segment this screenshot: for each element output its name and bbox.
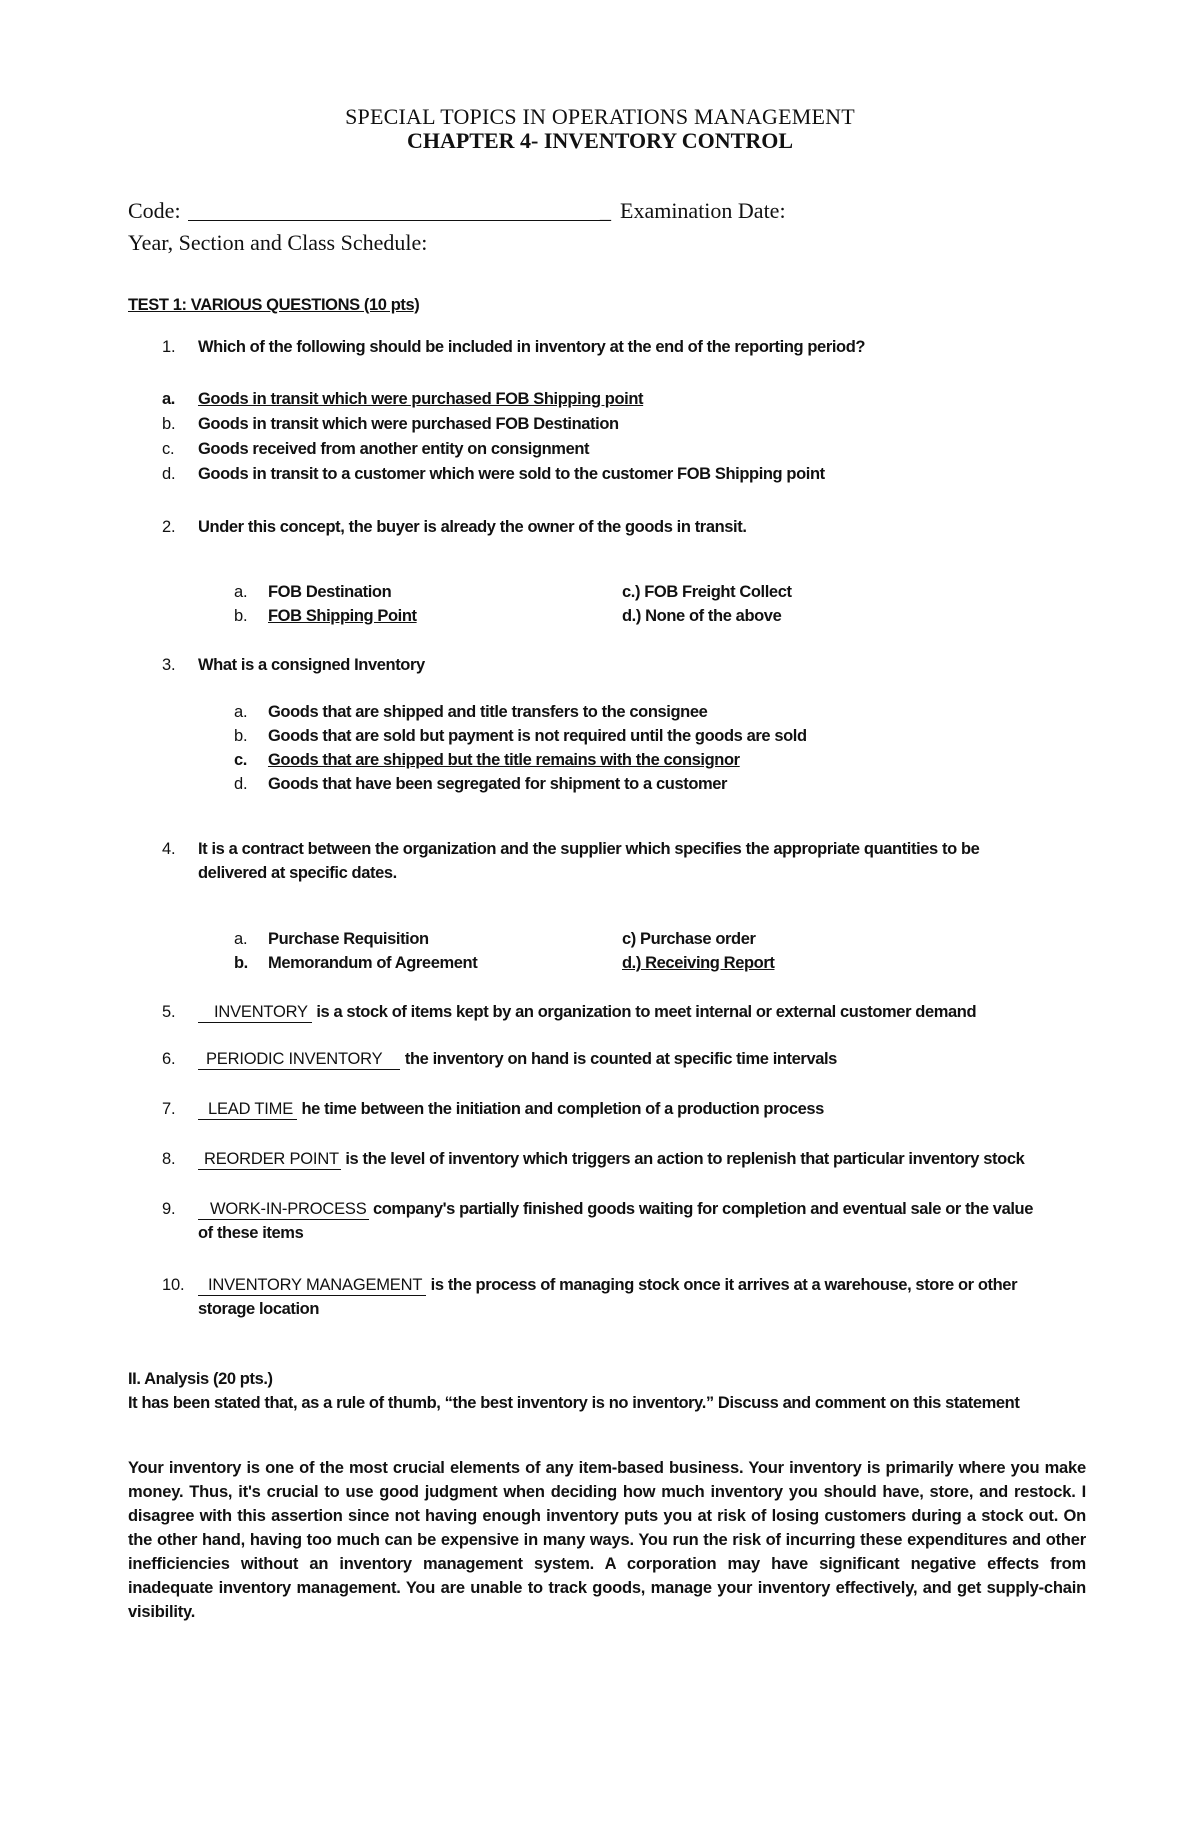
option-letter: c. <box>234 751 247 769</box>
question-text-continued: delivered at specific dates. <box>198 864 397 882</box>
option-text: Goods in transit which were purchased FOB Destination <box>198 415 619 433</box>
question-number: 2. <box>162 518 176 536</box>
option-text: Goods received from another entity on consignment <box>198 440 590 458</box>
fill-in-item <box>198 1100 824 1120</box>
option-letter: b. <box>234 727 248 745</box>
question-text: Which of the following should be included in inventory at the end of the reporting period? <box>198 338 866 356</box>
option-letter: a. <box>234 930 248 948</box>
option-letter: b. <box>162 415 176 433</box>
code-label: Code: <box>128 198 181 223</box>
analysis-heading: II. Analysis (20 pts.) <box>128 1370 273 1388</box>
item-number: 9. <box>162 1200 176 1218</box>
fill-in-answer: REORDER POINT <box>198 1150 341 1170</box>
option-text: Memorandum of Agreement <box>268 954 478 972</box>
fill-in-answer: INVENTORY MANAGEMENT <box>198 1276 426 1296</box>
option-text: Purchase Requisition <box>268 930 429 948</box>
chapter-title: CHAPTER 4- INVENTORY CONTROL <box>406 128 794 153</box>
fill-in-text: is a stock of items kept by an organization to meet internal or external customer demand <box>316 1003 977 1021</box>
option-letter: a. <box>234 583 248 601</box>
fill-in-text: company's partially finished goods waiting for completion and eventual sale or the value <box>372 1200 1034 1218</box>
option-letter: c. <box>162 440 175 458</box>
fill-in-item <box>198 1003 976 1023</box>
option-text-selected: Goods in transit which were purchased FOB Shipping point <box>198 390 644 408</box>
fill-in-answer: WORK-IN-PROCESS <box>198 1200 369 1220</box>
option-text-selected: d.) Receiving Report <box>622 954 775 972</box>
code-blank-line <box>188 220 602 221</box>
option-letter: b. <box>234 607 248 625</box>
option-letter: d. <box>234 775 248 793</box>
analysis-answer-paragraph: Your inventory is one of the most crucial elements of any item-based business. Your inventory is primarily where you make money. Thus, it's crucial to use good judgment when deciding how much inventory you should have, store, and restock. I disagree with this assertion since not having enough inventory puts you at risk of losing customers during a stock out. On the other hand, having too much can be expensive in many ways. You run the risk of incurring these expenditures and other inefficiencies without an inventory management system. A corporation may have significant negative effects from inadequate inventory management. You are unable to track goods, manage your inventory effectively, and get supply-chain visibility. <box>128 1459 1086 1621</box>
option-text-selected: Goods that are shipped but the title remains with the consignor <box>268 751 740 769</box>
option-text: d.) None of the above <box>622 607 782 625</box>
option-text: FOB Destination <box>268 583 392 601</box>
examination-date-label: Examination Date: <box>620 198 786 223</box>
fill-in-text-continued: storage location <box>198 1300 320 1318</box>
analysis-prompt: It has been stated that, as a rule of thumb, “the best inventory is no inventory.” Discuss and comment on this statement <box>128 1394 1020 1412</box>
option-letter: b. <box>234 954 248 972</box>
fill-in-item <box>198 1200 1033 1220</box>
fill-in-text: is the process of managing stock once it arrives at a warehouse, store or other <box>430 1276 1018 1294</box>
option-text: c.) FOB Freight Collect <box>622 583 792 601</box>
option-text: Goods that are sold but payment is not required until the goods are sold <box>268 727 807 745</box>
fill-in-text-continued: of these items <box>198 1224 304 1242</box>
item-number: 10. <box>162 1276 185 1294</box>
option-text: c) Purchase order <box>622 930 756 948</box>
option-text: Goods in transit to a customer which were sold to the customer FOB Shipping point <box>198 465 825 483</box>
code-trailing-underscore: _ <box>600 198 611 223</box>
item-number: 7. <box>162 1100 176 1118</box>
fill-in-answer: LEAD TIME <box>198 1100 297 1120</box>
question-text: Under this concept, the buyer is already the owner of the goods in transit. <box>198 518 747 536</box>
fill-in-item <box>198 1050 837 1070</box>
option-text: Goods that have been segregated for shipment to a customer <box>268 775 728 793</box>
option-text-selected: FOB Shipping Point <box>268 607 417 625</box>
option-letter: d. <box>162 465 176 483</box>
fill-in-text: the inventory on hand is counted at specific time intervals <box>404 1050 837 1068</box>
year-section-schedule-label: Year, Section and Class Schedule: <box>128 230 428 255</box>
question-number: 4. <box>162 840 176 858</box>
question-number: 1. <box>162 338 176 356</box>
fill-in-item <box>198 1150 1024 1170</box>
question-text: What is a consigned Inventory <box>198 656 425 674</box>
option-letter: a. <box>234 703 248 721</box>
fill-in-text: is the level of inventory which triggers an action to replenish that particular inventory stock <box>345 1150 1025 1168</box>
fill-in-answer: PERIODIC INVENTORY <box>198 1050 400 1070</box>
fill-in-item <box>198 1276 1017 1296</box>
question-text: It is a contract between the organization and the supplier which specifies the appropriate quantities to be <box>198 840 980 858</box>
item-number: 6. <box>162 1050 176 1068</box>
fill-in-answer: INVENTORY <box>198 1003 312 1023</box>
fill-in-text: he time between the initiation and completion of a production process <box>301 1100 824 1118</box>
option-letter: a. <box>162 390 175 408</box>
option-text: Goods that are shipped and title transfers to the consignee <box>268 703 708 721</box>
document-title: SPECIAL TOPICS IN OPERATIONS MANAGEMENT <box>345 104 855 129</box>
item-number: 5. <box>162 1003 176 1021</box>
question-number: 3. <box>162 656 176 674</box>
item-number: 8. <box>162 1150 176 1168</box>
test1-heading: TEST 1: VARIOUS QUESTIONS (10 pts) <box>128 296 420 314</box>
